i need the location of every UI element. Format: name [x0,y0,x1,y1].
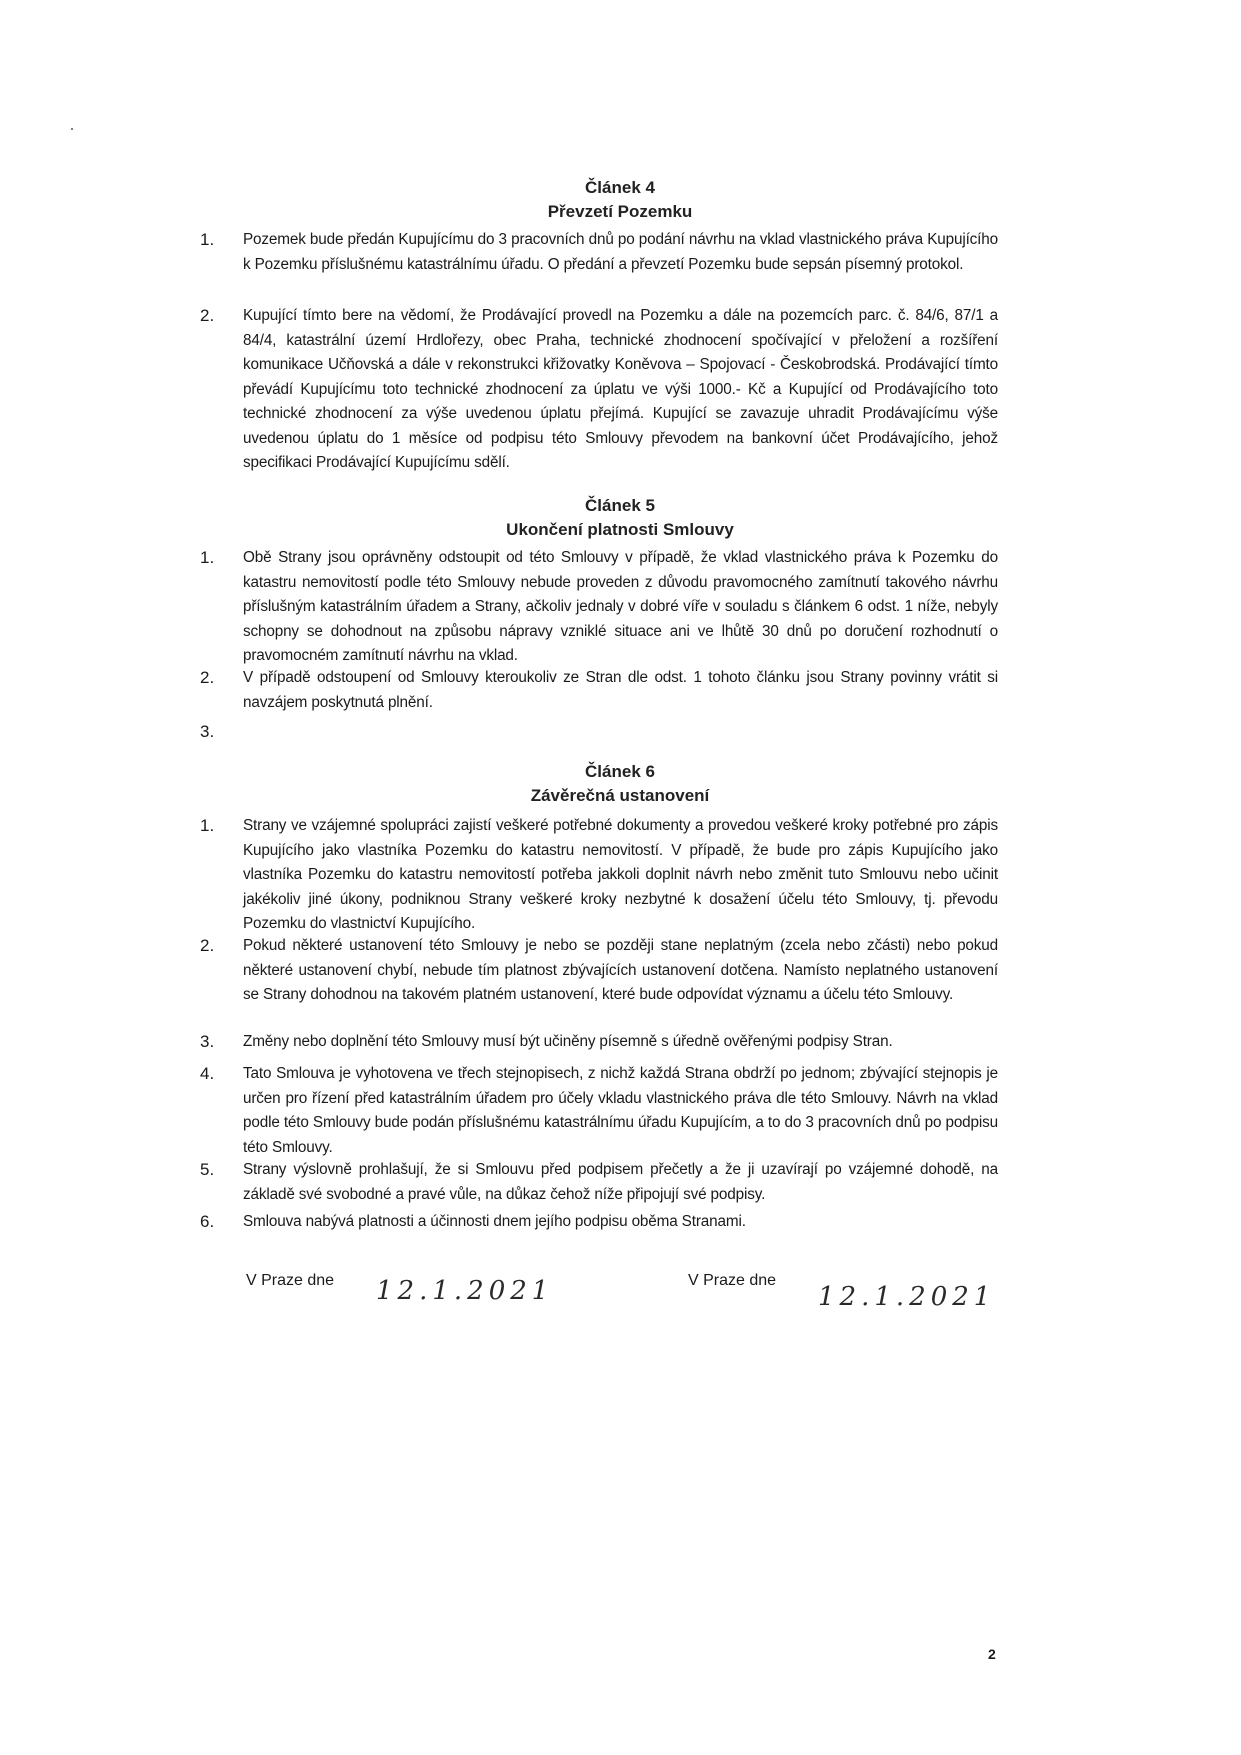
item-text: Strany ve vzájemné spolupráci zajistí veškeré potřebné dokumenty a provedou veškeré kroky potřebné pro zápis Kupujícího jako vlastníka Pozemku do katastru nemovitostí. V případě, že bude pro zápis Kupujícího jako vlastníka Pozemku do katastru nemovitostí potřeba jakkoli doplnit návrh nebo změnit tuto Smlouvu nebo učinit jakékoliv jiné úkony, podniknou Strany veškeré kroky nezbytné k dosažení účelu této Smlouvy, tj. převodu Pozemku do vlastnictví Kupujícího. [243,817,998,932]
article-4-title: Převzetí Pozemku [547,202,693,221]
item-number: 3. [200,1032,215,1051]
item-text: Tato Smlouva je vyhotovena ve třech stejnopisech, z nichž každá Strana obdrží po jednom; zbývající stejnopis je určen pro řízení před katastrálním úřadem pro účely vkladu vlastnického práva dle této Smlouvy. Návrh na vklad podle této Smlouvy bude podán příslušnému katastrálnímu úřadu Kupujícím, a to do 3 pracovních dnů po podpisu této Smlouvy. [243,1065,998,1156]
article-5-heading: Článek 5 [585,496,655,515]
item-text: Pozemek bude předán Kupujícímu do 3 pracovních dnů po podání návrhu na vklad vlastnického práva Kupujícího k Pozemku příslušnému katastrálnímu úřadu. O předání a převzetí Pozemku bude sepsán písemný protokol. [243,231,998,273]
item-number: 2. [200,306,215,325]
scan-speck [71,128,73,130]
left-handwritten-date: 12.1.2021 [376,1276,554,1306]
item-number: 1. [200,230,215,249]
item-number: 1. [200,548,215,567]
item-text: V případě odstoupení od Smlouvy kteroukoliv ze Stran dle odst. 1 tohoto článku jsou Strany povinny vrátit si navzájem poskytnutá plnění. [243,669,998,711]
item-text: Pokud některé ustanovení této Smlouvy je nebo se později stane neplatným (zcela nebo zčásti) nebo pokud některé ustanovení chybí, nebude tím platnost zbývajících ustanovení dotčena. Namísto neplatného ustanovení se Strany dohodnou na takovém platném ustanovení, které bude odpovídat významu a účelu této Smlouvy. [243,937,998,1003]
item-number: 4. [200,1064,215,1083]
right-handwritten-date: 12.1.2021 [818,1282,996,1312]
item-text: Změny nebo doplnění této Smlouvy musí být učiněny písemně s úředně ověřenými podpisy Stran. [243,1033,893,1050]
left-place-date-label: V Praze dne [246,1272,335,1289]
item-number: 3. [200,722,215,741]
item-number: 2. [200,668,215,687]
page-number: 2 [988,1646,996,1662]
item-number: 1. [200,816,215,835]
item-number: 6. [200,1212,215,1231]
article-6-title: Závěrečná ustanovení [530,786,710,805]
item-number: 5. [200,1160,215,1179]
right-place-date-label: V Praze dne [688,1272,777,1289]
item-number: 2. [200,936,215,955]
article-6-heading: Článek 6 [585,762,655,781]
article-5-title: Ukončení platnosti Smlouvy [506,520,734,539]
item-text: Kupující tímto bere na vědomí, že Prodávající provedl na Pozemku a dále na pozemcích parc. č. 84/6, 87/1 a 84/4, katastrální území Hrdlořezy, obec Praha, technické zhodnocení spočívající v přeložení a rozšíření komunikace Učňovská a dále v rekonstrukci křižovatky Koněvova – Spojovací - Českobrodská. Prodávající tímto převádí Kupujícímu toto technické zhodnocení za úplatu ve výši 1000.- Kč a Kupující od Prodávajícího toto technické zhodnocení za výše uvedenou úplatu přejímá. Kupující se zavazuje uhradit Prodávajícímu výše uvedenou úplatu do 1 měsíce od podpisu této Smlouvy převodem na bankovní účet Prodávajícího, jehož specifikaci Prodávající Kupujícímu sdělí. [243,307,998,471]
item-text: Strany výslovně prohlašují, že si Smlouvu před podpisem přečetly a že ji uzavírají po vzájemné dohodě, na základě své svobodné a pravé vůle, na důkaz čehož níže připojují své podpisy. [243,1161,998,1203]
item-text: Obě Strany jsou oprávněny odstoupit od této Smlouvy v případě, že vklad vlastnického práva k Pozemku do katastru nemovitostí podle této Smlouvy nebude proveden z důvodu pravomocného zamítnutí takového návrhu příslušným katastrálním úřadem a Strany, ačkoliv jednaly v dobré víře v souladu s článkem 6 odst. 1 níže, nebyly schopny se dohodnout na způsobu nápravy vzniklé situace ani ve lhůtě 30 dnů po doručení rozhodnutí o pravomocném zamítnutí návrhu na vklad. [243,549,998,664]
item-text: Smlouva nabývá platnosti a účinnosti dnem jejího podpisu oběma Stranami. [243,1213,746,1230]
article-4-heading: Článek 4 [585,178,655,197]
